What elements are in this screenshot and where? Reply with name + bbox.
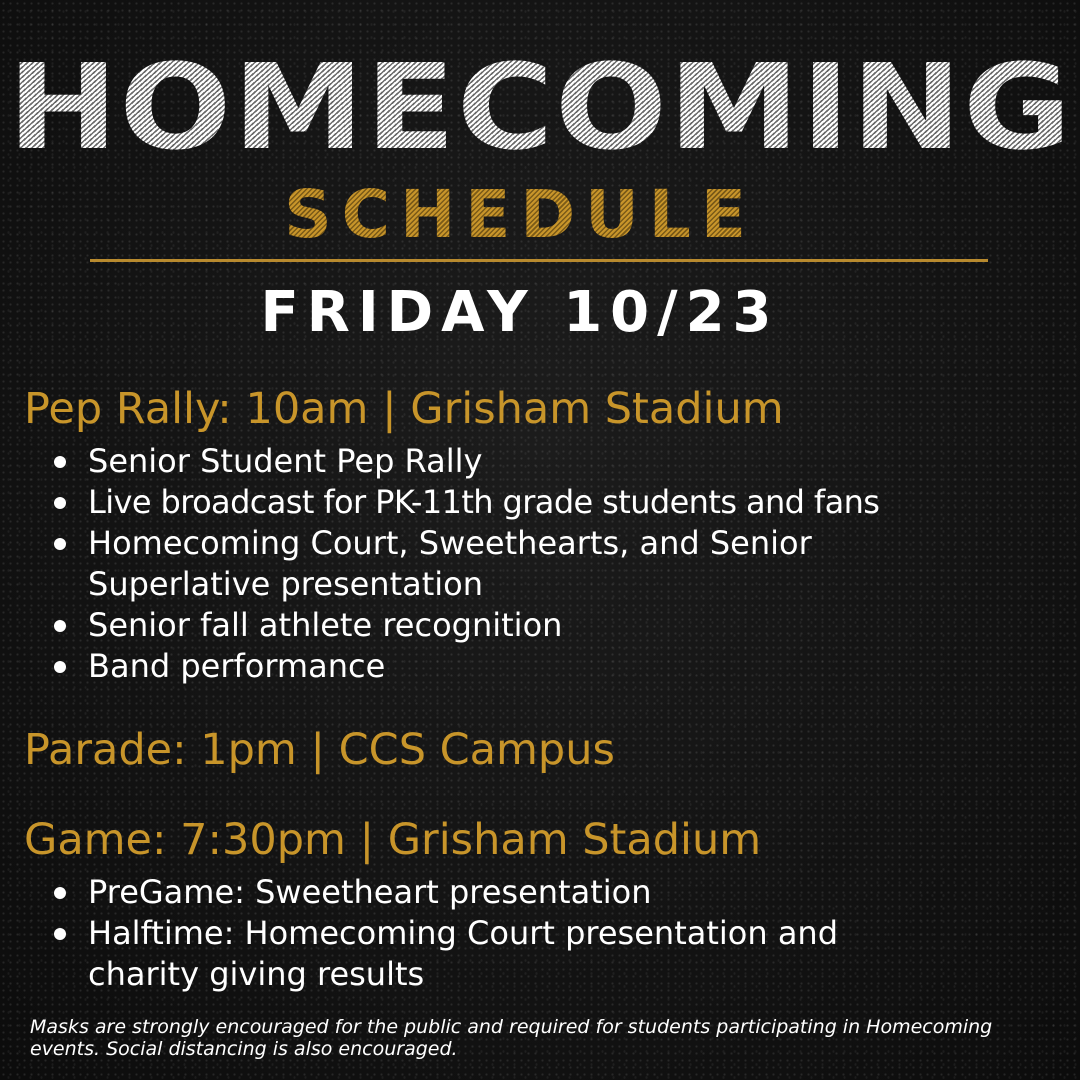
bullet-icon — [54, 456, 66, 468]
list-item-text: Live broadcast for PK-11th grade students and fans — [88, 483, 880, 521]
poster-title: HOMECOMING — [0, 52, 1080, 162]
bullet-icon — [54, 620, 66, 632]
list-item-text: Band performance — [88, 647, 386, 685]
section-heading-game: Game: 7:30pm | Grisham Stadium — [24, 815, 762, 865]
list-item — [50, 872, 1050, 913]
list-item — [50, 646, 1060, 687]
game-list — [50, 872, 1050, 995]
bullet-icon — [54, 887, 66, 899]
list-item-text: PreGame: Sweetheart presentation — [88, 873, 652, 911]
section-heading-parade: Parade: 1pm | CCS Campus — [24, 725, 615, 775]
list-item-text: Senior Student Pep Rally — [88, 442, 483, 480]
event-date: FRIDAY 10/23 — [260, 280, 780, 345]
list-item-text: Senior fall athlete recognition — [88, 606, 563, 644]
section-heading-pep-rally: Pep Rally: 10am | Grisham Stadium — [24, 384, 784, 434]
list-item — [50, 482, 1060, 523]
list-item — [50, 913, 1050, 995]
footer-note: Masks are strongly encouraged for the public and required for students participating in Homecoming events. Social distancing is also encouraged. — [30, 1016, 993, 1060]
title-divider — [90, 259, 988, 262]
list-item — [50, 441, 1060, 482]
list-item-text: Halftime: Homecoming Court presentation and charity giving results — [88, 914, 839, 993]
bullet-icon — [54, 928, 66, 940]
list-item — [50, 605, 1060, 646]
list-item — [50, 523, 1060, 605]
bullet-icon — [54, 661, 66, 673]
bullet-icon — [54, 497, 66, 509]
list-item-text: Homecoming Court, Sweethearts, and Senior Superlative presentation — [88, 524, 812, 603]
pep-rally-list — [50, 441, 1060, 687]
poster-subtitle: SCHEDULE — [0, 180, 1040, 250]
bullet-icon — [54, 538, 66, 550]
